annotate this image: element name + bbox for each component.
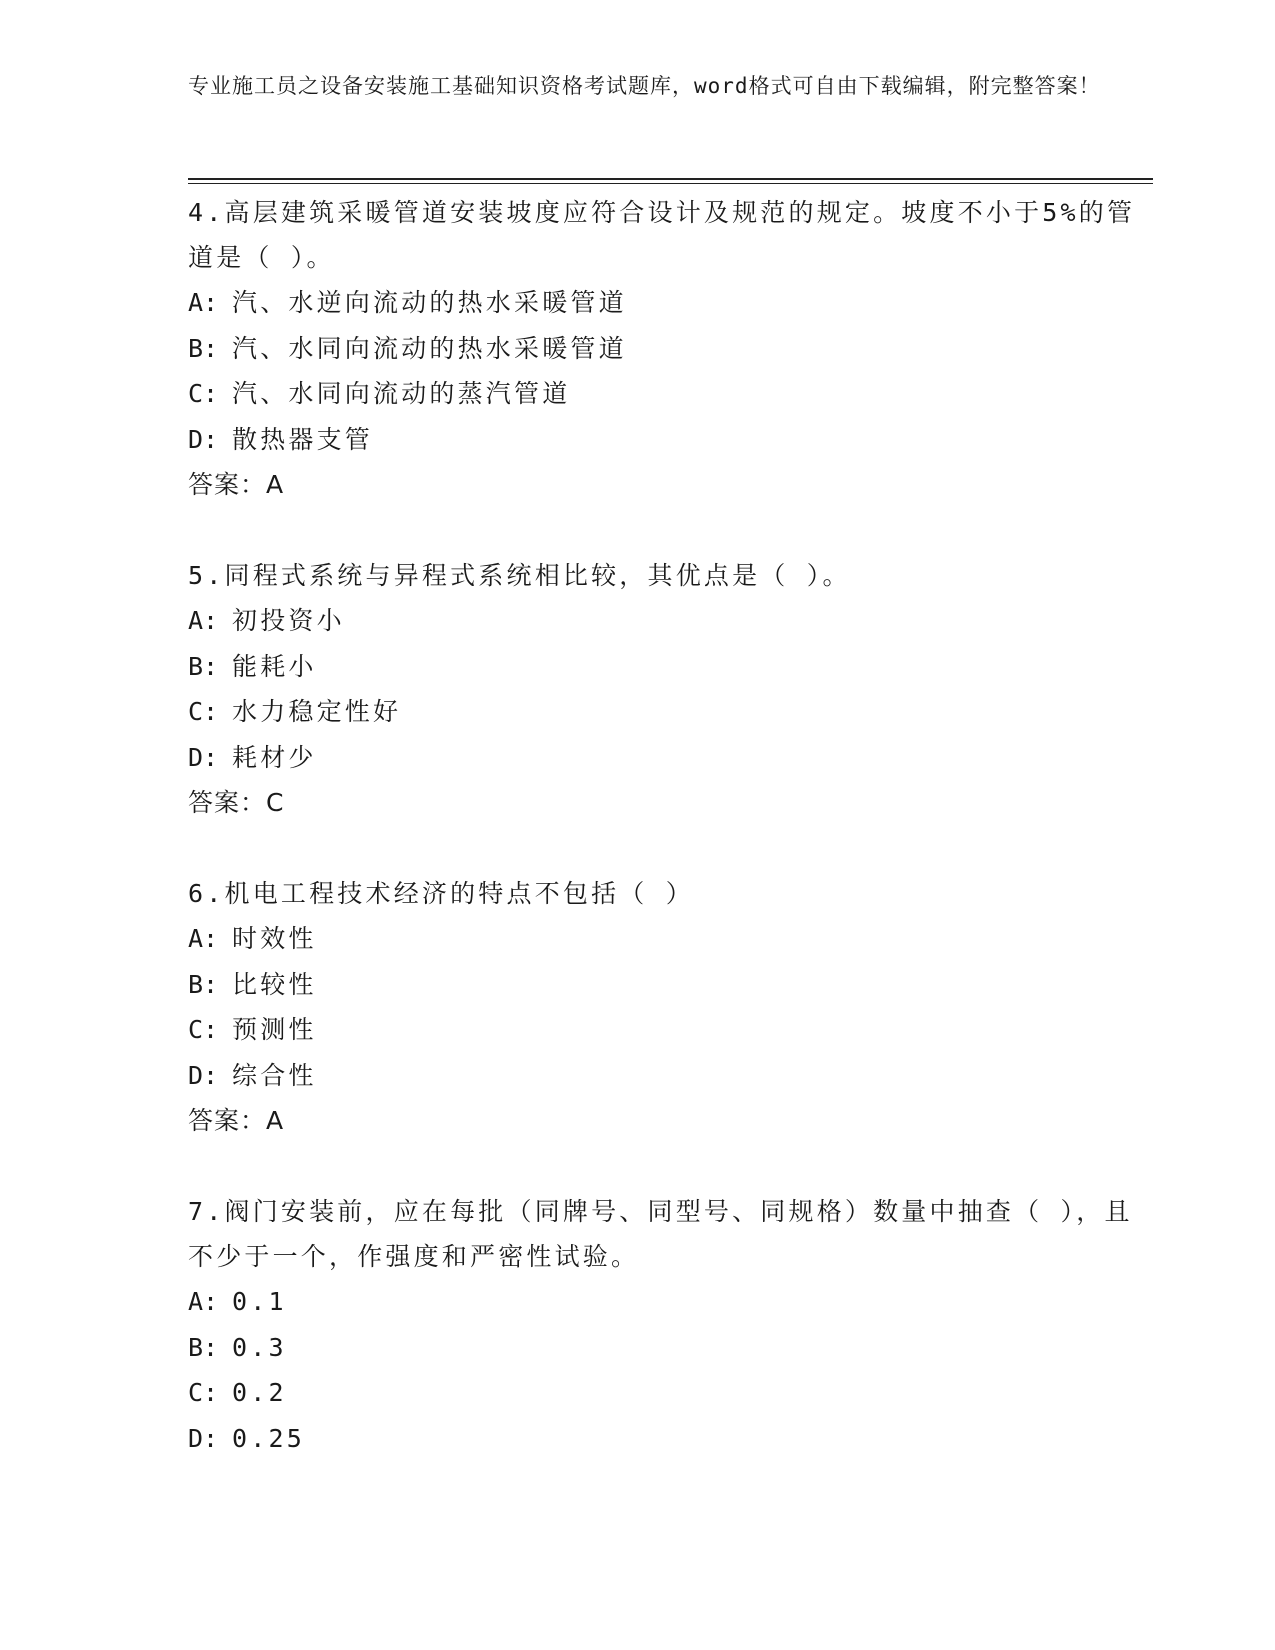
option-text: 预测性 bbox=[232, 1015, 317, 1044]
question-4 bbox=[188, 190, 1153, 508]
option-text: 0.1 bbox=[232, 1287, 287, 1316]
option-letter: B: bbox=[188, 1332, 219, 1362]
option-text: 0.25 bbox=[232, 1423, 306, 1453]
option-text: 0.3 bbox=[232, 1332, 287, 1362]
option-c bbox=[188, 371, 1153, 417]
option-letter: A: bbox=[188, 288, 219, 317]
question-text: 7.阀门安装前，应在每批（同牌号、同型号、同规格）数量中抽查（ ），且不少于一个，作强度和严密性试验。 bbox=[188, 1197, 1133, 1271]
question-5 bbox=[188, 553, 1153, 826]
option-text: 汽、水同向流动的蒸汽管道 bbox=[232, 379, 571, 408]
question-6 bbox=[188, 871, 1153, 1144]
option-b bbox=[188, 962, 1153, 1008]
option-b bbox=[188, 326, 1153, 372]
option-letter: C: bbox=[188, 1378, 219, 1407]
option-letter: D: bbox=[188, 424, 219, 454]
option-letter: C: bbox=[188, 379, 219, 408]
option-letter: D: bbox=[188, 1423, 219, 1453]
answer-line: 答案：A bbox=[188, 470, 285, 499]
option-text: 汽、水同向流动的热水采暖管道 bbox=[232, 333, 627, 363]
option-a bbox=[188, 916, 1153, 962]
option-text: 初投资小 bbox=[232, 606, 345, 635]
header-divider bbox=[188, 178, 1153, 184]
option-text: 0.2 bbox=[232, 1378, 287, 1407]
option-letter: D: bbox=[188, 742, 219, 772]
option-a bbox=[188, 598, 1153, 644]
document-page bbox=[188, 70, 1153, 1506]
question-text: 6.机电工程技术经济的特点不包括（ ） bbox=[188, 879, 694, 908]
option-b bbox=[188, 1325, 1153, 1371]
option-text: 散热器支管 bbox=[232, 424, 374, 454]
question-7 bbox=[188, 1189, 1153, 1461]
option-d bbox=[188, 1416, 1153, 1462]
option-letter: B: bbox=[188, 333, 219, 363]
option-a bbox=[188, 280, 1153, 326]
option-letter: B: bbox=[188, 651, 219, 681]
option-c bbox=[188, 1007, 1153, 1053]
answer-line: 答案：C bbox=[188, 788, 285, 817]
option-letter: A: bbox=[188, 1287, 219, 1316]
option-text: 综合性 bbox=[232, 1060, 317, 1090]
answer-line: 答案：A bbox=[188, 1106, 285, 1135]
option-letter: C: bbox=[188, 1015, 219, 1044]
option-d bbox=[188, 417, 1153, 463]
option-text: 能耗小 bbox=[232, 651, 317, 681]
option-text: 时效性 bbox=[232, 924, 317, 953]
option-letter: B: bbox=[188, 969, 219, 999]
option-text: 水力稳定性好 bbox=[232, 697, 402, 726]
option-text: 汽、水逆向流动的热水采暖管道 bbox=[232, 288, 627, 317]
option-b bbox=[188, 644, 1153, 690]
option-a bbox=[188, 1279, 1153, 1325]
option-text: 比较性 bbox=[232, 969, 317, 999]
option-c bbox=[188, 689, 1153, 735]
option-d bbox=[188, 1053, 1153, 1099]
option-letter: C: bbox=[188, 697, 219, 726]
option-d bbox=[188, 735, 1153, 781]
option-letter: A: bbox=[188, 924, 219, 953]
option-letter: A: bbox=[188, 606, 219, 635]
question-text: 5.同程式系统与异程式系统相比较，其优点是（ ）。 bbox=[188, 561, 851, 590]
question-text: 4.高层建筑采暖管道安装坡度应符合设计及规范的规定。坡度不小于5%的管道是（ ）。 bbox=[188, 198, 1136, 272]
option-text: 耗材少 bbox=[232, 742, 317, 772]
option-letter: D: bbox=[188, 1060, 219, 1090]
document-header: 专业施工员之设备安装施工基础知识资格考试题库，word格式可自由下载编辑，附完整答案！ bbox=[188, 74, 1101, 98]
option-c bbox=[188, 1370, 1153, 1416]
